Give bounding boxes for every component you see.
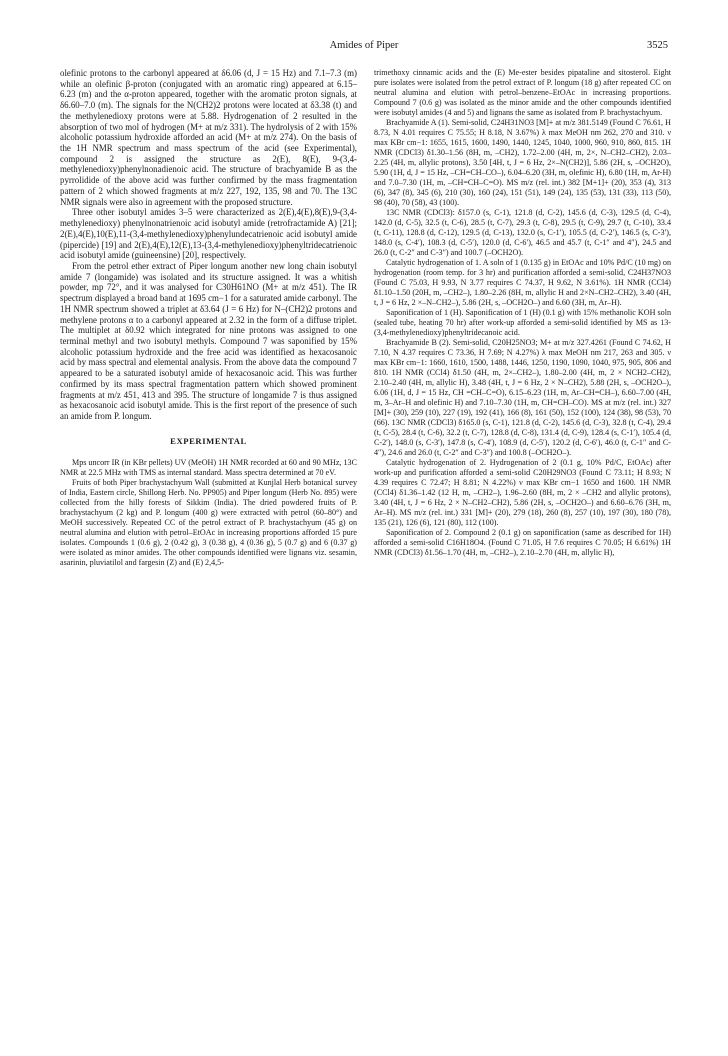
body-paragraph: Three other isobutyl amides 3–5 were characterized as 2(E),4(E),8(E),9-(3,4-methylenedioxy) phenylnonatrienoic acid isobutyl amide (retrofractamide A) [21]; 2(E),4(E),10(E),11-(3,4-methylenedioxy)phenylundecatrienoic acid isobutyl amide (pipercide) [19] and 2(E),4(E),12(E),13-(3,4-methylenedioxy)phenyltridecatrienoic acid isobutyl amide (guineensine) [20], respectively. bbox=[60, 207, 357, 261]
compound-entry: Catalytic hydrogenation of 1. A soln of 1 (0.135 g) in EtOAc and 10% Pd/C (10 mg) on hydrogenation (room temp. for 3 hr) and purification afforded a semi-solid, C24H37NO3 (Found C 75.03, H 9.93, N 3.77 requires C 74.37, H 9.62, N 3.61%). 1H NMR (CCl4) δ1.10–1.50 (20H, m, –CH2–), 1.80–2.26 (8H, m, allylic H and 2×N–CH2–CH2), 3.40 (4H, t, J = 6 Hz, 2 ×–N–CH2–), 5.86 (2H, s, –OCH2O–) and 6.60 (3H, m, Ar–H). bbox=[374, 258, 671, 307]
running-title: Amides of Piper bbox=[329, 40, 399, 51]
compound-entry: 13C NMR (CDCl3): δ157.0 (s, C-1), 121.8 (d, C-2), 145.6 (d, C-3), 129.5 (d, C-4), 142.0 (d, C-5), 32.5 (t, C-6), 28.5 (t, C-7), 29.3 (t, C-8), 29.5 (t, C-9), 29.7 (t, C-10), 33.4 (t, C-11), 128.8 (d, C-12), 129.5 (d, C-13), 132.0 (s, C-1′), 105.5 (d, C-2′), 146.5 (s, C-3′), 148.0 (s, C-4′), 108.3 (d, C-5′), 120.0 (d, C-6′), 46.5 and 45.7 (t, C-1″ and 4″), 24.5 and 26.0 (t, C-2″ and C-3″) and 100.7 (–OCH2O). bbox=[374, 208, 671, 257]
compound-entry: Brachyamide B (2). Semi-solid, C20H25NO3; M+ at m/z 327.4261 (Found C 74.62, H 7.10, N 4.37 requires C 73.36, H 7.69; N 4.27%) λ max MeOH nm 217, 263 and 305. ν max KBr cm−1: 1660, 1610, 1500, 1488, 1446, 1250, 1190, 1090, 1040, 975, 905, 806 and 810. 1H NMR (CCl4) δ1.50 (4H, m, 2×–CH2–), 1.80–2.00 (4H, m, 2 × NCH2–CH2), 2.10–2.40 (4H, m, allylic H), 3.48 (4H, t, J = 6 Hz, 2 × N–CH2), 5.88 (2H, s, –OCH2O–), 6.06 (1H, d, J = 15 Hz, CH =CH–C=O), 6.15–6.23 (1H, m, Ar–CH=CH–), 6.60–7.00 (4H, m, 3–Ar–H and olefinic H) and 7.10–7.30 (1H, m, CH=CH–CO). MS at m/z (rel. int.) 327 [M]+ (30), 259 (10), 227 (19), 192 (41), 166 (8), 161 (50), 152 (100), 124 (38), 98 (53), 70 (66). 13C NMR (CDCl3) δ165.0 (s, C-1), 121.8 (d, C-2), 145.6 (d, C-3), 32.8 (t, C-4), 29.4 (t, C-5), 28.4 (t, C-6), 32.2 (t, C-7), 128.8 (d, C-8), 131.4 (d, C-9), 128.4 (s, C-1′), 105.4 (d, C-2′), 148.0 (s, C-3′), 147.8 (s, C-4′), 108.9 (d, C-5′), 120.2 (d, C-6′), 46.0 (t, C-1″ and C-4″), 24.6 and 26.0 (t, C-2″ and C-3″) and 100.8 (–OCH2O–). bbox=[374, 338, 671, 457]
running-head bbox=[60, 40, 668, 56]
body-paragraph: From the petrol ether extract of Piper longum another new long chain isobutyl amide 7 (longamide) was isolated and its structure assigned. It was a whitish powder, mp 72°, and it was analysed for C30H61NO (M+ at m/z 451). The IR spectrum displayed a broad band at 1695 cm−1 for a saturated amide carbonyl. The 1H NMR spectrum showed a triplet at δ3.64 (J = 6 Hz) for N–(CH2)2 protons and methylene protons α to a carbonyl appeared at 2.32 in the form of a diffuse triplet. The multiplet at δ0.92 which integrated for nine protons was assigned to one terminal methyl and two isobutyl methyls. Compound 7 was saponified by 15% alcoholic potassium hydroxide and the free acid was identified as hexacosanoic acid by mass spectral and elemental analysis. From the above data the compound 7 appeared to be a saturated isobutyl amide of hexacosanoic acid. This was further confirmed by its mass spectral fragmentation pattern which showed prominent fragments at m/z 451, 413 and 395. The structure of longamide 7 is thus assigned as hexacosanoic acid isobutyl amide. This is the first report of the presence of such an amide from P. longum. bbox=[60, 260, 357, 421]
section-heading: EXPERIMENTAL bbox=[170, 435, 247, 446]
compound-entry: Brachyamide A (1). Semi-solid, C24H31NO3 [M]+ at m/z 381.5149 (Found C 76.61, H 8.73, N 4.01 requires C 75.55; H 8.18, N 3.67%) λ max MeOH nm 262, 270 and 310. ν max KBr cm−1: 1655, 1615, 1600, 1490, 1440, 1245, 1040, 1000, 960, 910, 860, 815. 1H NMR (CDCl3) δ1.30–1.56 (8H, m, –CH2), 1.72–2.00 (4H, m, 2×, N–CH2–CH2), 2.03–2.25 (4H, m, allylic protons), 3.50 [4H, t, J = 6 Hz, 2×–N(CH2)], 5.86 (2H, s, –OCH2O), 5.90 (1H, d, J = 15 Hz, –CH=CH–CO–), 6.04–6.20 (3H, m, olefinic H), 6.80 (1H, m, Ar-H) and 7.0–7.30 (1H, m, –CH=CH–C=O). MS m/z (rel. int.) 382 [M+1]+ (20), 353 (4), 313 (6), 347 (8), 345 (6), 210 (30), 160 (24), 151 (51), 149 (24), 135 (53), 131 (33), 113 (50), 98 (40), 70 (58), 43 (100). bbox=[374, 118, 671, 207]
experimental-paragraph: Mps uncorr IR (in KBr pellets) UV (MeOH) 1H NMR recorded at 60 and 90 MHz, 13C NMR at 22.5 MHz with TMS as internal standard. Mass spectra determined at 70 eV. bbox=[60, 458, 357, 478]
compound-entry: Catalytic hydrogenation of 2. Hydrogenation of 2 (0.1 g, 10% Pd/C, EtOAc) after work-up and purification afforded a semi-solid C20H29NO3 (Found C 73.11; H 8.93; N 4.39 requires C 72.47; H 8.81; N 4.22%) ν max KBr cm−1 1650 and 1600. 1H NMR (CCl4) δ1.36–1.42 (12 H, m, –CH2–), 1.96–2.60 (8H, m, 2 × –CH2 and allylic protons), 3.40 (4H, t, J = 6 Hz, 2 × N–CH2–CH2), 5.86 (2H, s, –OCH2O–) and 6.60–6.76 (3H, m, Ar–H). MS m/z (rel. int.) 331 [M]+ (20), 279 (18), 260 (8), 257 (10), 197 (30), 180 (78), 135 (21), 126 (6), 121 (80), 112 (100). bbox=[374, 458, 671, 527]
body-paragraph: olefinic protons to the carbonyl appeared at δ6.06 (d, J = 15 Hz) and 7.1–7.3 (m) while an olefinic β-proton (conjugated with an aromatic ring) appeared at 6.15–6.23 (m) and the α-proton appeared, together with the aromatic proton signals, at δ6.60–7.0 (m). The signals for the N(CH2)2 protons were located at δ3.38 (t) and the methylenedioxy protons were at 5.88. Hydrogenation of 2 resulted in the absorption of two mol of hydrogen (M+ at m/z 331). The hydrolysis of 2 with 15% alcoholic potassium hydroxide afforded an acid (M+ at m/z 274). On the basis of the 1H NMR spectrum and mass spectrum of the acid (see Experimental), compound 2 is assigned the structure as 2(E), 8(E), 9-(3,4-methylenedioxy)phenylnonadienoic acid. The structure of brachyamide B as the pyrrolidide of the above acid was further confirmed by the mass fragmentation pattern of 2 which showed fragments at m/z 227, 192, 135, 98 and 70. The 13C NMR signals were also in agreement with the proposed structure. bbox=[60, 68, 357, 207]
right-column bbox=[374, 68, 671, 558]
page-number: 3525 bbox=[647, 40, 668, 51]
experimental-paragraph: trimethoxy cinnamic acids and the (E) Me-ester besides pipataline and sitosterol. Eight pure isolates were isolated from the petrol extract of P. longum (18 g) after repeated CC on neutral alumina and elution with petrol–benzene–EtOAc in increasing proportions. Compound 7 (0.6 g) was isolated as the minor amide and the other compounds identified were isobutyl amides (4 and 5) and lignans the same as isolated from P. brachystachyum. bbox=[374, 68, 671, 117]
left-column bbox=[60, 68, 357, 568]
compound-entry: Saponification of 1 (H). Saponification of 1 (H) (0.1 g) with 15% methanolic KOH soln (sealed tube, heating 70 hr) after work-up afforded a semi-solid identified by MS as 13-(3,4-methylenedioxy)phenyltridecanoic acid. bbox=[374, 308, 671, 337]
experimental-paragraph: Fruits of both Piper brachystachyum Wall (submitted at Kunjlal Herb botanical survey of India, Eastern circle, Shillong Herb. No. PP905) and Piper longum (Herb No. 895) were collected from the hilly forests of Sikkim (India). The dried powdered fruits of P. brachystachyum (2 kg) and P. longum (400 g) were extracted with petrol (60–80°) and MeOH successively. Repeated CC of the petrol extract of P. brachystachyum (45 g) on neutral alumina and elution with petrol–EtOAc in increasing proportions afforded 15 pure isolates. Compounds 1 (0.6 g), 2 (0.42 g), 3 (0.38 g), 4 (0.36 g), 5 (0.7 g) and 6 (0.37 g) were isolated as minor amides. The other compounds identified were lignans viz. sesamin, asarinin, pluviatilol and fargesin (Z) and (E) 2,4,5- bbox=[60, 478, 357, 568]
compound-entry: Saponification of 2. Compound 2 (0.1 g) on saponification (same as described for 1H) afforded a semi-solid C16H18O4. (Found C 71.05, H 7.6 requires C 70.05; H 6.61%) 1H NMR (CDCl3) δ1.56–1.70 (4H, m, –CH2–), 2.10–2.70 (4H, m, allylic H), bbox=[374, 528, 671, 557]
